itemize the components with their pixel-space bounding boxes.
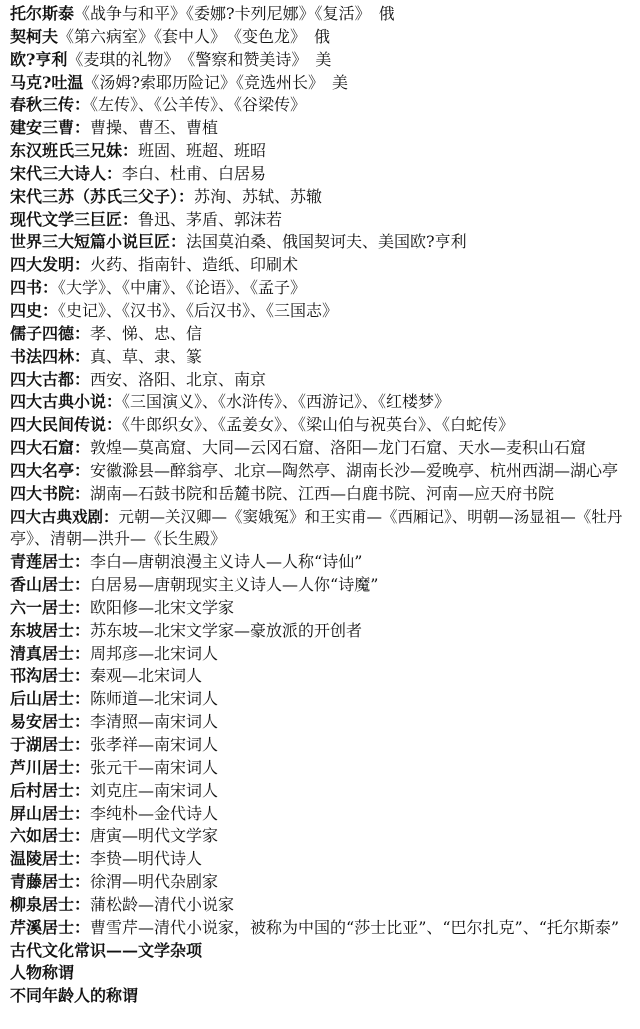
text-line (10, 757, 634, 780)
text-line (10, 140, 634, 163)
line-heading: 东汉班氏三兄妹： (10, 141, 139, 161)
line-text: 周邦彦—北宋词人 (90, 643, 219, 663)
text-line (10, 962, 634, 985)
line-text: 李白、杜甫、白居易 (122, 163, 267, 183)
line-heading: 六如居士： (10, 826, 91, 846)
text-line (10, 574, 634, 597)
line-text: 李清照—南宋词人 (90, 712, 219, 732)
line-text: 安徽滁县—醉翁亭、北京—陶然亭、湖南长沙—爱晚亭、杭州西湖—湖心亭 (90, 460, 619, 480)
text-line (10, 620, 634, 643)
line-heading: 契柯夫 (10, 26, 59, 46)
text-line (10, 323, 634, 346)
line-text: 欧阳修—北宋文学家 (90, 597, 235, 617)
line-heading: 东坡居士： (10, 620, 91, 640)
line-text: 火药、指南针、造纸、印刷术 (90, 255, 299, 275)
line-text: 唐寅—明代文学家 (90, 826, 219, 846)
text-line (10, 894, 634, 917)
text-line (10, 528, 634, 551)
text-line (10, 163, 634, 186)
line-heading: 邗沟居士： (10, 666, 91, 686)
line-text: 鲁迅、茅盾、郭沫若 (138, 209, 283, 229)
text-line (10, 848, 634, 871)
line-heading: 宋代三苏（苏氏三父子）： (10, 186, 195, 206)
line-text: 徐渭—明代杂剧家 (90, 872, 219, 892)
line-text: 李白—唐朝浪漫主义诗人—人称“诗仙” (90, 552, 363, 572)
line-heading: 六一居士： (10, 597, 91, 617)
text-line (10, 3, 634, 26)
line-text: 西安、洛阳、北京、南京 (90, 369, 267, 389)
line-text: 曹操、曹丕、曹植 (90, 118, 219, 138)
line-heading: 四大古典戏剧： (10, 506, 119, 526)
line-heading: 温陵居士： (10, 849, 91, 869)
line-text: 张孝祥—南宋词人 (90, 735, 219, 754)
line-text: 孝、悌、忠、信 (90, 323, 203, 343)
line-text: 《麦琪的礼物》 《警察和赞美诗》 美 (67, 49, 332, 69)
line-text: 张元干—南宋词人 (90, 757, 219, 777)
line-heading: 青藤居士： (10, 872, 91, 892)
line-text: 亭》、清朝—洪升—《长生殿》 (10, 529, 227, 549)
line-text: 《牛郎织女》、《孟姜女》、《梁山伯与祝英台》、《白蛇传》 (122, 415, 515, 435)
text-line (10, 665, 634, 688)
line-heading: 芦川居士： (10, 757, 91, 777)
text-line (10, 300, 634, 323)
line-text: 元朝—关汉卿—《窦娥冤》和王实甫—《西厢记》、明朝—汤显祖—《牡丹 (118, 507, 623, 526)
text-line (10, 209, 634, 232)
line-text: 李纯朴—金代诗人 (90, 803, 219, 823)
line-heading: 芹溪居士： (10, 917, 91, 937)
text-line (10, 643, 634, 666)
text-line (10, 917, 634, 940)
line-heading: 欧?亨利 (10, 49, 68, 69)
text-line (10, 369, 634, 392)
line-heading: 四大名亭： (10, 460, 91, 480)
line-text: 《左传》、《公羊传》、《谷梁传》 (90, 95, 307, 115)
line-heading: 四大民间传说： (10, 415, 123, 435)
text-line (10, 460, 634, 483)
text-line (10, 985, 634, 1008)
text-line (10, 94, 634, 117)
line-text: 《大学》、《中庸》、《论语》、《孟子》 (58, 278, 307, 298)
line-heading: 世界三大短篇小说巨匠： (10, 232, 187, 252)
line-heading: 后村居士： (10, 780, 91, 800)
text-line (10, 871, 634, 894)
text-line (10, 483, 634, 506)
text-line (10, 734, 634, 757)
line-heading: 建安三曹： (10, 118, 91, 138)
line-heading: 宋代三大诗人： (10, 163, 123, 183)
line-heading: 四史： (10, 300, 59, 320)
text-line (10, 414, 634, 437)
line-heading: 于湖居士： (10, 735, 91, 754)
line-heading: 书法四林： (10, 346, 91, 366)
line-heading: 古代文化常识——文学杂项 (10, 940, 203, 960)
text-line (10, 277, 634, 300)
text-line (10, 346, 634, 369)
text-line (10, 72, 634, 95)
text-line (10, 117, 634, 140)
line-text: 法国莫泊桑、俄国契诃夫、美国欧?亨利 (186, 232, 467, 252)
text-line (10, 391, 634, 414)
line-heading: 四大古典小说： (10, 392, 123, 412)
line-heading: 人物称谓 (10, 963, 75, 983)
line-text: 湖南—石鼓书院和岳麓书院、江西—白鹿书院、河南—应天府书院 (90, 483, 555, 503)
text-line (10, 49, 634, 72)
text-line (10, 437, 634, 460)
text-line (10, 506, 634, 529)
line-heading: 春秋三传： (10, 95, 91, 115)
line-heading: 儒子四德： (10, 323, 91, 343)
line-text: 《史记》、《汉书》、《后汉书》、《三国志》 (58, 300, 339, 320)
line-text: 白居易—唐朝现实主义诗人—人你“诗魔” (90, 575, 379, 595)
text-line (10, 551, 634, 574)
line-heading: 四大发明： (10, 255, 91, 275)
line-text: 真、草、隶、篆 (90, 346, 203, 366)
line-text: 李贽—明代诗人 (90, 849, 203, 869)
line-text: 苏东坡—北宋文学家—豪放派的开创者 (90, 620, 363, 640)
text-line (10, 780, 634, 803)
line-heading: 四大石窟： (10, 438, 91, 458)
text-line (10, 688, 634, 711)
text-line (10, 803, 634, 826)
line-heading: 不同年龄人的称谓 (10, 986, 139, 1006)
line-text: 班固、班超、班昭 (138, 141, 267, 161)
line-heading: 青莲居士： (10, 552, 91, 572)
text-line (10, 825, 634, 848)
line-text: 《战争与和平》《委娜?卡列尼娜》《复活》 俄 (74, 4, 395, 23)
line-text: 《汤姆?索耶历险记》《竞选州长》 美 (83, 72, 348, 92)
line-text: 《三国演义》、《水浒传》、《西游记》、《红楼梦》 (122, 392, 451, 412)
line-text: 蒲松龄—清代小说家 (90, 894, 235, 914)
text-line (10, 186, 634, 209)
line-heading: 四大古都： (10, 369, 91, 389)
line-text: 陈师道—北宋词人 (90, 689, 219, 709)
line-heading: 现代文学三巨匠： (10, 209, 139, 229)
line-heading: 四大书院： (10, 483, 91, 503)
line-heading: 马克?吐温 (10, 72, 84, 92)
text-line (10, 711, 634, 734)
text-line (10, 231, 634, 254)
line-text: 苏洵、苏轼、苏辙 (194, 186, 323, 206)
line-heading: 易安居士： (10, 712, 91, 732)
line-text: 秦观—北宋词人 (90, 666, 203, 686)
line-text: 曹雪芹—清代小说家，被称为中国的“莎士比亚”、“巴尔扎克”、“托尔斯泰” (90, 917, 620, 937)
line-heading: 托尔斯泰 (10, 4, 75, 23)
line-heading: 清真居士： (10, 643, 91, 663)
text-line (10, 940, 634, 963)
line-heading: 后山居士： (10, 689, 91, 709)
line-text: 《第六病室》《套中人》 《变色龙》 俄 (58, 26, 331, 46)
line-heading: 柳泉居士： (10, 894, 91, 914)
text-line (10, 26, 634, 49)
line-text: 刘克庄—南宋词人 (90, 780, 219, 800)
line-heading: 屏山居士： (10, 803, 91, 823)
line-text: 敦煌—莫高窟、大同—云冈石窟、洛阳—龙门石窟、天水—麦积山石窟 (90, 438, 587, 458)
text-line (10, 597, 634, 620)
line-heading: 四书： (10, 278, 59, 298)
line-heading: 香山居士： (10, 575, 91, 595)
text-line (10, 254, 634, 277)
